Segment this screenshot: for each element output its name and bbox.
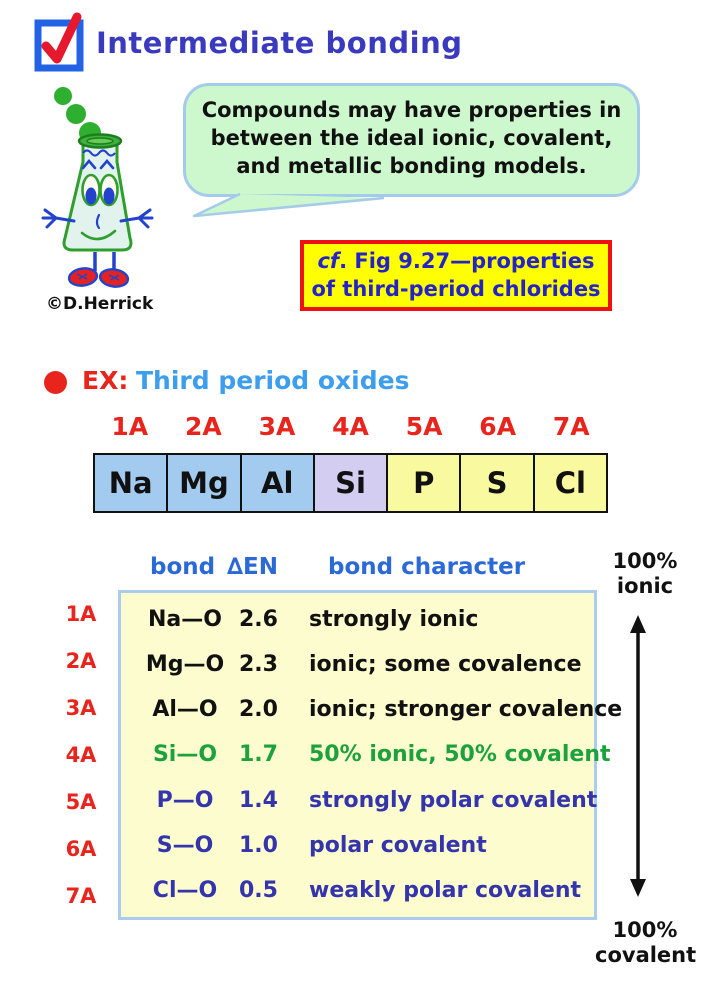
speech-bubble-tail (188, 193, 388, 219)
flask-mascot-icon (35, 80, 160, 295)
col-header-bond-character: bond character (328, 554, 526, 580)
reference-line-2: of third-period chlorides (311, 277, 601, 301)
group-label: 6A (479, 412, 517, 441)
delta-en-value: 2.6 (239, 607, 278, 633)
scale-label-ionic (600, 549, 690, 599)
bond-name: Cl—O (152, 877, 218, 903)
speech-line: between the ideal ionic, covalent, (210, 126, 613, 150)
group-label: 1A (111, 412, 149, 441)
row-group-label: 7A (65, 884, 97, 909)
ionic-covalent-arrow-icon (620, 612, 656, 900)
element-cell-p: P (386, 455, 459, 511)
delta-en-value: 1.7 (239, 742, 278, 768)
bond-row (121, 732, 611, 777)
scale-top-line: ionic (616, 574, 674, 598)
bond-character: polar covalent (309, 832, 487, 858)
col-header-bond: bond (150, 554, 216, 580)
scale-bottom-line: covalent (595, 943, 697, 967)
group-label: 4A (332, 412, 369, 441)
speech-line: and metallic bonding models. (236, 154, 587, 178)
element-row (93, 453, 608, 513)
reference-line-1 (304, 247, 608, 275)
bond-name: S—O (156, 832, 214, 858)
bullet-icon (44, 371, 67, 394)
page-title: Intermediate bonding (96, 26, 463, 60)
bond-name: Si—O (152, 742, 218, 768)
element-cell-cl: Cl (533, 455, 606, 511)
row-group-label: 2A (65, 648, 97, 673)
group-label: 3A (258, 412, 296, 441)
bond-row (121, 687, 623, 732)
bond-name: Al—O (152, 697, 218, 723)
bond-row (121, 868, 594, 913)
delta-en-value: 2.0 (239, 697, 278, 723)
delta-en-value: 1.4 (239, 787, 278, 813)
row-group-label: 6A (65, 837, 97, 862)
row-group-label: 1A (65, 601, 97, 626)
bond-name: P—O (156, 787, 214, 813)
example-title: Third period oxides (136, 366, 410, 395)
bond-row (121, 597, 594, 642)
reference-box (300, 240, 612, 311)
group-label-row (93, 412, 608, 446)
scale-label-covalent (595, 918, 695, 968)
group-label: 2A (184, 412, 222, 441)
row-group-label: 4A (65, 742, 97, 767)
bond-character: weakly polar covalent (309, 877, 582, 903)
speech-bubble (183, 83, 640, 197)
example-label: EX: (82, 366, 129, 395)
bond-character: ionic; stronger covalence (309, 697, 623, 723)
cf-italic: cf (317, 249, 340, 273)
bond-row (121, 823, 594, 868)
checkbox-icon (30, 8, 92, 76)
bond-character: 50% ionic, 50% covalent (309, 742, 611, 768)
scale-bottom-line: 100% (612, 918, 678, 942)
row-group-label: 5A (65, 790, 97, 815)
element-cell-al: Al (240, 455, 313, 511)
bond-row (121, 642, 594, 687)
bond-character: ionic; some covalence (309, 652, 582, 678)
group-label: 5A (405, 412, 443, 441)
row-group-label: 3A (65, 695, 97, 720)
bond-row (121, 778, 598, 823)
reference-line-1-rest: . Fig 9.27—properties (339, 249, 595, 273)
table-group-labels (56, 590, 106, 920)
bond-table (118, 590, 623, 920)
element-cell-na: Na (95, 455, 166, 511)
copyright: ©D.Herrick (46, 294, 154, 314)
group-label: 7A (552, 412, 590, 441)
speech-line: Compounds may have properties in (201, 98, 622, 122)
delta-en-value: 1.0 (239, 832, 278, 858)
element-cell-si: Si (313, 455, 386, 511)
bond-name: Mg—O (145, 652, 225, 678)
bond-character: strongly polar covalent (309, 787, 598, 813)
delta-en-value: 2.3 (239, 652, 278, 678)
bond-character: strongly ionic (309, 607, 479, 633)
element-cell-mg: Mg (166, 455, 239, 511)
bond-name: Na—O (148, 607, 222, 633)
element-cell-s: S (459, 455, 532, 511)
col-header-delta-en: ∆EN (227, 554, 278, 580)
scale-top-line: 100% (612, 549, 678, 573)
delta-en-value: 0.5 (239, 877, 278, 903)
